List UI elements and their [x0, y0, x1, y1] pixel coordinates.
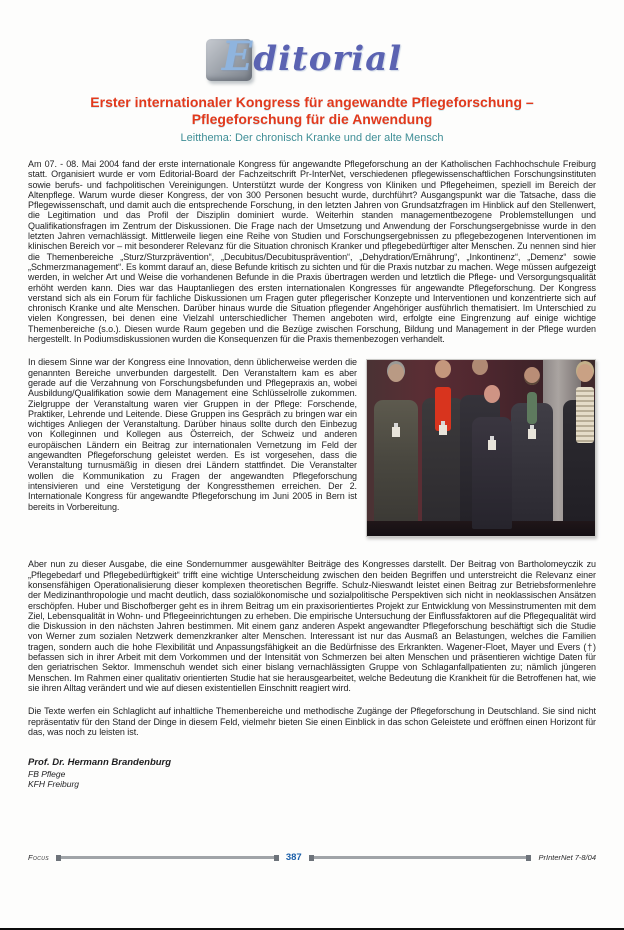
paragraph-beside-photo: In diesem Sinne war der Kongress eine Innovation, denn üblicherweise werden die genannten Bereiche unverbunden dargestellt. Den Veranstaltern kam es aber gerade auf die Verzahnung von Forschungsbefunden und Pflegepraxis an, wobei Ausbildung/Qualifikation sowie dem Management eine Schlüsselrolle zukommen. Zielgruppe der Veranstaltung waren vier Gruppen in der Pflege: Forschende, Praktiker, Lehrende und Leitende. Diese Gruppen ins Gespräch zu bringen war ein wichtiges Anliegen der Veranstaltung. Darüber hinaus sollte durch den Einbezug von Kolleginnen und Kollegen aus Österreich, der Schweiz und anderen europäischen Ländern ein Beitrag zur internationalen Vernetzung im Feld der angewandten Pflegeforschung geleistet werden. Es ist vorgesehen, dass die Veranstaltung turnusmäßig in diesen drei Ländern stattfindet. Die Veranstalter wollen die Kommunikation zu Fragen der angewandten Pflegeforschung intensivieren und eine Verstetigung der Kongressthemen erreichen. Der 2. Internationale Kongress für angewandte Pflegeforschung im Juni 2005 in Bern ist bereits in Vorbereitung.	[28, 357, 357, 512]
article-body	[28, 159, 596, 789]
photo-person-5	[511, 367, 553, 529]
signature-institution: KFH Freiburg	[28, 779, 80, 790]
footer-section-label: Focus	[28, 853, 50, 862]
page-footer	[28, 852, 596, 863]
signature-block	[28, 757, 596, 789]
conference-photo	[366, 359, 596, 537]
paragraph-issue-overview: Aber nun zu dieser Ausgabe, die eine Sondernummer ausgewählter Beiträge des Kongresses darstellt. Der Beitrag von Bartholomeyczik zu „Pflegebedarf und Pflegebedürftigkeit“ trifft eine wichtige Unterscheidung zwischen den beiden Begriffen und unterstreicht die Relevanz einer konsensfähigen Operationalisierung dieser komplexen theoretischen Begriffe. Schulz-Nieswandt leistet einen Beitrag zur Betriebsformenlehre der Medizinanthropologie und macht deutlich, dass sozialökonomische und sozialpolitische Perspektiven sich nicht in neoklassischen Ansätzen erschöpfen. Huber und Bischofberger geht es in ihrem Beitrag um ein praxisorientiertes Projekt zur Entwicklung von Messinstrumenten mit dem Ziel, Lebensqualität in Wohn- und Pflegeeinrichtungen zu erheben. Die empirische Untersuchung der Einflussfaktoren auf die Pflegequalität wird die Diskussion in den nächsten Jahren bestimmen. Mit einem ganz anderen Aspekt angewandter Pflegeforschung beschäftigt sich die Studie von Werner zum sozialen Netzwerk demenzkranker alter Menschen. Interessant ist nur das Ausmaß an Belastungen, welches die Familien tragen, sondern auch die hohe Flexibilität und Anpassungsfähigkeit an die Bedürfnisse des Erkrankten. Wagener-Floet, Mayer und Evers (†) befassen sich in ihrer Arbeit mit dem Vorkommen und der Intensität von Schmerzen bei alten Menschen und präsentieren wichtige Daten für den geriatrischen Sektor. Immenschuh wendet sich einer bislang vernachlässigten Gruppe von Schlaganfallpatienten zu; nämlich jüngeren Menschen. Im Rahmen einer qualitativ orientierten Studie hat sie herausgearbeitet, welche Bedeutung die Krankheit für die Betroffenen hat, wie sie ihren Alltag verändert und wie auf diesen existentiellen Einschnitt reagiert wird.	[28, 559, 596, 693]
photo-person-2	[422, 360, 464, 529]
signature-name: Prof. Dr. Hermann Brandenburg	[28, 757, 172, 769]
article-title	[0, 94, 624, 128]
footer-rule-left	[56, 856, 279, 859]
article-subtitle: Leitthema: Der chronisch Kranke und der alte Mensch	[180, 132, 444, 144]
photo-person-4	[472, 385, 512, 529]
logo-rest: ditorial	[253, 39, 403, 79]
signature-department: FB Pflege	[28, 769, 66, 780]
paragraph-with-photo	[28, 357, 596, 541]
article-title-line1: Erster internationaler Kongress für angewandte Pflegeforschung –	[90, 94, 534, 110]
footer-rule-right	[309, 856, 532, 859]
paragraph-intro: Am 07. - 08. Mai 2004 fand der erste internationale Kongress für angewandte Pflegeforschung an der Katholischen Fachhochschule Freiburg statt. Organisiert wurde er vom Editorial-Board der Fachzeitschrift Pr-InterNet, verschiedenen pflegewissenschaftlichen Forschungsinstituten sowie berufs- und fachpolitischen Vereinigungen. Unterstützt wurde der Kongress von Kliniken und Pflegeheimen, speziell im Bereich der Altenpflege. Warum wurde dieser Kongress, der von 300 Personen besucht wurde, durchführt? Ausgangspunkt war die Tatsache, dass die Pflegewissenschaft, und damit auch die entsprechende Forschung, in den letzten Jahren von Grundsatzfragen im Hinblick auf den Stellenwert, die Legitimation und das Profil der Disziplin dominiert wurde. Weiterhin standen managementbezogene Problemstellungen und Qualifikationsfragen im Zentrum der Diskussionen. Die Frage nach der Umsetzung und Anwendung der Forschungsergebnisse wurde in den letzten Jahren vernachlässigt. Mittlerweile liegen eine Reihe von Studien und Forschungsergebnissen zu pflegebezogenen Interventionen im klinischen Bereich vor – mit besonderer Relevanz für die Situation chronisch Kranker und pflegebedürftiger alter Menschen. Zu nennen sind hier die Themenbereiche „Sturz/Sturzprävention“, „Decubitus/Decubitusprävention“, „Dehydration/Ernährung“, „Inkontinenz“, „Demenz“ sowie „Schmerzmanagement“. Es kommt darauf an, diese Befunde kritisch zu sichten und für die Praxis nutzbar zu machen. Wege müssen aufgezeigt werden, in welcher Art und Weise die vorhandenen Befunde in die Praxis übertragen werden und letztlich die Pflege- und Versorgungsqualität erhöht werden kann. Dies war das Hauptanliegen des ersten internationalen Kongresses für angewandte Pflegeforschung. Der Kongress verstand sich als ein Forum für fachliche Diskussionen um Fragen guter pflegerischer Konzepte und Interventionen und konzentrierte sich auf chronisch Kranke und alte Menschen. Darüber hinaus wurde die Situation pflegender Angehöriger ausführlich thematisiert. Im Unterschied zu vielen Kongressen, bei denen eine Vielzahl unterschiedlicher Themen angeboten wird, erfolgte eine Eingrenzung auf einige wichtige Themenbereiche (s.o.). Diesen wurde Raum gegeben und die Bezüge zwischen Forschung, Bildung und Management in der Pflege wurden hergestellt. In Podiumsdiskussionen wurden die Konsequenzen für die Praxis themenbezogen verhandelt.	[28, 159, 596, 345]
logo-wordmark	[221, 33, 403, 80]
article-title-line2: Pflegeforschung für die Anwendung	[191, 111, 433, 127]
editorial-logo	[0, 34, 624, 82]
photo-person-1	[374, 364, 418, 529]
logo-letter: E	[221, 33, 254, 80]
paragraph-closing: Die Texte werfen ein Schlaglicht auf inhaltliche Themenbereiche und methodische Zugänge der Pflegeforschung in Deutschland. Sie sind nicht repräsentativ für den Stand der Dinge in diesem Feld, vielmehr bieten Sie einen Einblick in das schon Geleistete und eröffnen einen Horizont für das, was noch zu leisten ist.	[28, 706, 596, 737]
footer-page-number: 387	[285, 852, 302, 863]
photo-person-6	[563, 364, 596, 529]
footer-issue-label: PrInterNet 7-8/04	[538, 853, 597, 862]
